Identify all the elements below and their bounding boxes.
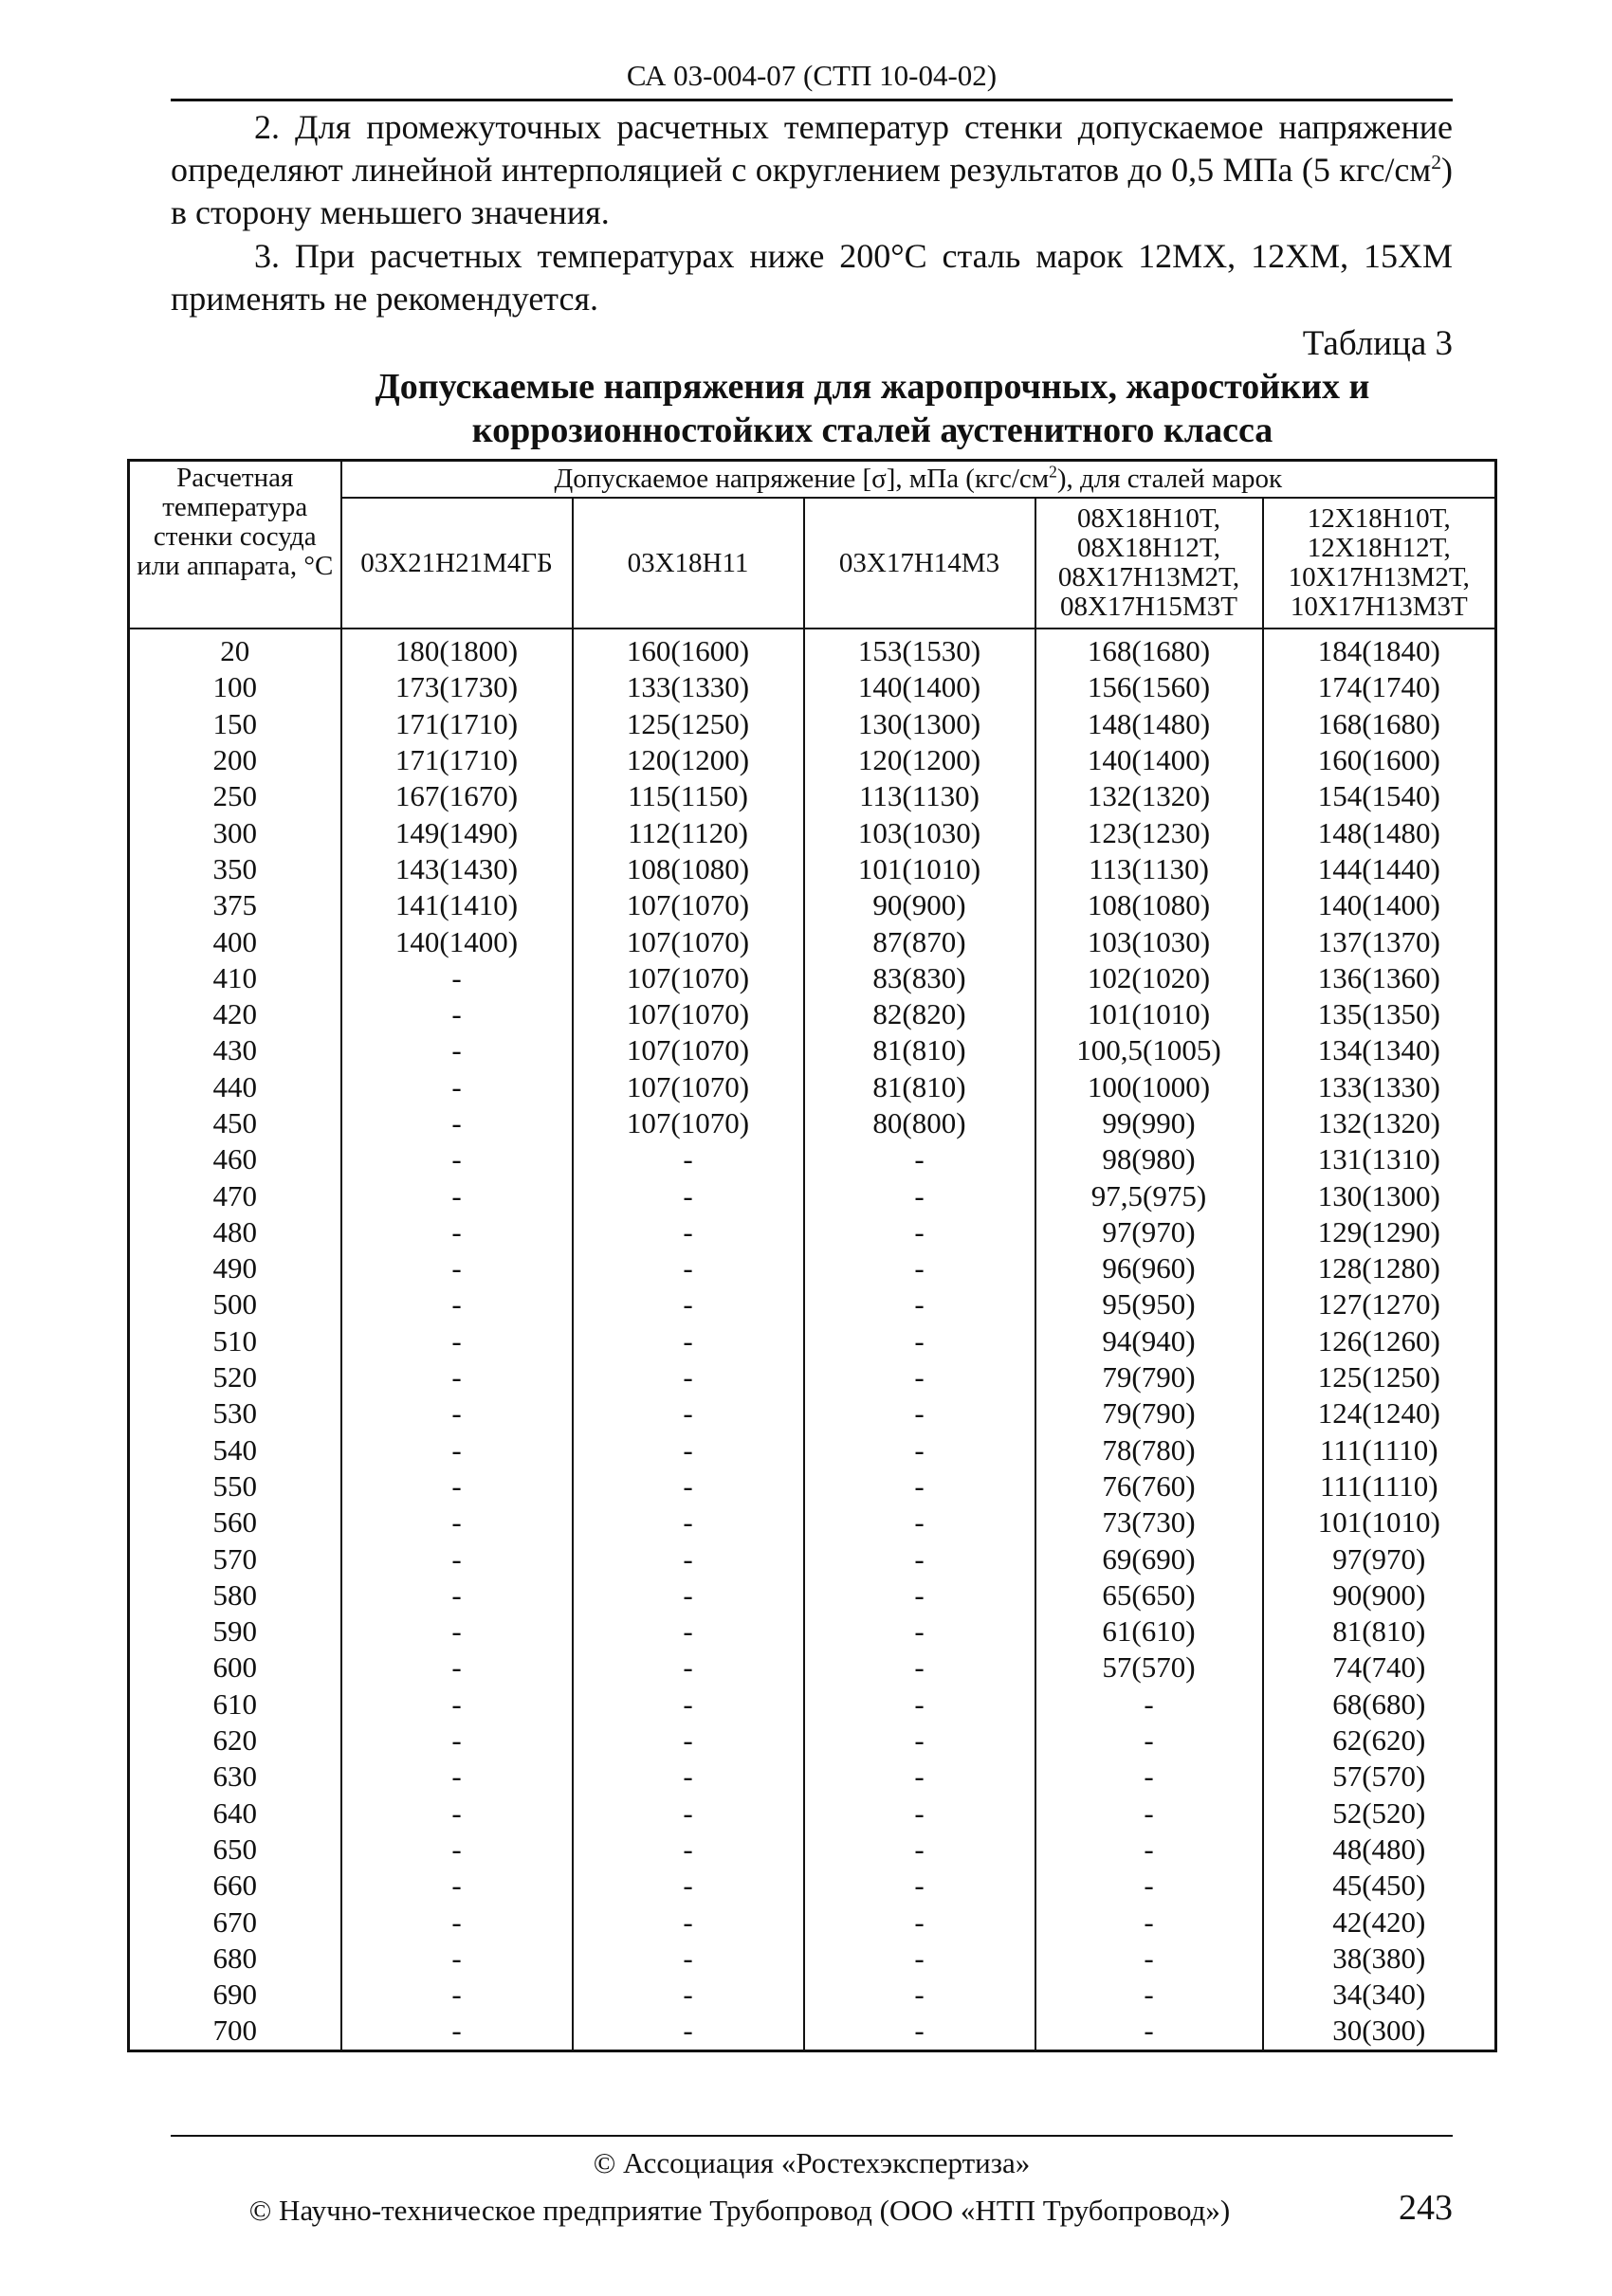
stress-value-cell: - [573,1432,804,1468]
grade-header: 03Х18Н11 [573,498,804,629]
stress-value-cell: - [804,1540,1035,1576]
stress-value-cell: 103(1030) [804,814,1035,850]
stress-value-cell: - [804,1795,1035,1831]
stress-value-cell: - [573,1323,804,1359]
stress-value-cell: 135(1350) [1263,996,1496,1032]
stress-value-cell: 107(1070) [573,1069,804,1105]
stress-value-cell: - [573,1540,804,1576]
stress-value-cell: 57(570) [1035,1649,1263,1686]
stress-value-cell: - [341,1105,573,1141]
stress-value-cell: 174(1740) [1263,669,1496,705]
table-row [129,706,1496,742]
stress-value-cell: 107(1070) [573,1105,804,1141]
temperature-cell: 20 [129,629,341,669]
stress-value-cell: - [804,1504,1035,1540]
table-row [129,1286,1496,1322]
stress-value-cell: 48(480) [1263,1831,1496,1868]
stress-value-cell: - [341,1323,573,1359]
stress-value-cell: 153(1530) [804,629,1035,669]
stress-value-cell: - [804,1250,1035,1286]
table-row [129,742,1496,778]
stress-value-cell: 113(1130) [804,778,1035,814]
table-row [129,1432,1496,1468]
stress-value-cell: 90(900) [804,887,1035,923]
stress-value-cell: 61(610) [1035,1613,1263,1649]
stress-value-cell: 100,5(1005) [1035,1032,1263,1068]
stress-value-cell: 95(950) [1035,1286,1263,1322]
stress-value-cell: 148(1480) [1263,814,1496,850]
stress-value-cell: - [341,1868,573,1904]
stress-value-cell: - [341,1286,573,1322]
stress-value-cell: 90(900) [1263,1577,1496,1613]
stress-value-cell: 168(1680) [1035,629,1263,669]
stress-value-cell: 103(1030) [1035,923,1263,959]
stress-value-cell: - [1035,1758,1263,1795]
stress-value-cell: - [804,1432,1035,1468]
temperature-cell: 530 [129,1395,341,1431]
stress-value-cell: 96(960) [1035,1250,1263,1286]
stress-value-cell: 38(380) [1263,1941,1496,1977]
table-row [129,1758,1496,1795]
stress-value-cell: 81(810) [804,1069,1035,1105]
stress-value-cell: - [804,1977,1035,2013]
stress-value-cell: - [573,1613,804,1649]
stress-value-cell: - [573,1977,804,2013]
temperature-cell: 450 [129,1105,341,1141]
stress-value-cell: - [573,1177,804,1213]
stress-value-cell: 144(1440) [1263,851,1496,887]
stress-value-cell: - [1035,1977,1263,2013]
stress-value-cell: 123(1230) [1035,814,1263,850]
stress-value-cell: 156(1560) [1035,669,1263,705]
stress-value-cell: - [341,1141,573,1177]
stress-value-cell: - [804,1649,1035,1686]
stress-value-cell: - [341,1649,573,1686]
stress-value-cell: - [804,1904,1035,1940]
stress-value-cell: 98(980) [1035,1141,1263,1177]
stress-value-cell: - [341,1540,573,1576]
table-row [129,1795,1496,1831]
stress-value-cell: - [804,1214,1035,1250]
table-row [129,1540,1496,1576]
temperature-cell: 400 [129,923,341,959]
stress-value-cell: - [1035,2013,1263,2050]
table-row [129,996,1496,1032]
temperature-cell: 700 [129,2013,341,2050]
temperature-cell: 350 [129,851,341,887]
table-row [129,778,1496,814]
stress-value-cell: 79(790) [1035,1395,1263,1431]
stress-value-cell: - [341,1504,573,1540]
stress-value-cell: 140(1400) [341,923,573,959]
table-row [129,2013,1496,2050]
table-row [129,1069,1496,1105]
table-row [129,1613,1496,1649]
footer-divider [171,2135,1453,2137]
stress-value-cell: - [341,1758,573,1795]
stress-value-cell: 113(1130) [1035,851,1263,887]
footer-copyright-company: © Научно-техническое предприятие Трубопровод (ООО «НТП Трубопровод») [248,2194,1231,2227]
stress-value-cell: 184(1840) [1263,629,1496,669]
temperature-cell: 660 [129,1868,341,1904]
table-row [129,1868,1496,1904]
stress-value-cell: - [573,1214,804,1250]
table-label: Таблица 3 [1302,324,1453,363]
stress-value-cell: 154(1540) [1263,778,1496,814]
stress-value-cell: 126(1260) [1263,1323,1496,1359]
table-row [129,1941,1496,1977]
table-row [129,1323,1496,1359]
temperature-cell: 610 [129,1686,341,1722]
table-row [129,1831,1496,1868]
stress-value-cell: - [573,1649,804,1686]
stress-value-cell: 81(810) [804,1032,1035,1068]
stress-value-cell: 112(1120) [573,814,804,850]
temperature-cell: 550 [129,1468,341,1504]
temperature-cell: 570 [129,1540,341,1576]
stress-value-cell: 127(1270) [1263,1286,1496,1322]
stress-value-cell: - [341,1904,573,1940]
table-row [129,1904,1496,1940]
stress-value-cell: 101(1010) [804,851,1035,887]
stress-value-cell: 168(1680) [1263,706,1496,742]
stress-value-cell: - [341,1250,573,1286]
table-row [129,1649,1496,1686]
stress-value-cell: - [1035,1904,1263,1940]
stress-value-cell: 130(1300) [1263,1177,1496,1213]
temperature-cell: 690 [129,1977,341,2013]
temperature-cell: 375 [129,887,341,923]
stress-value-cell: 101(1010) [1263,1504,1496,1540]
stress-value-cell: 136(1360) [1263,960,1496,996]
stress-value-cell: 125(1250) [573,706,804,742]
stress-value-cell: - [341,1214,573,1250]
stress-value-cell: - [341,1177,573,1213]
stress-value-cell: - [341,1977,573,2013]
page-number: 243 [1399,2188,1453,2228]
stress-value-cell: 30(300) [1263,2013,1496,2050]
stress-value-cell: 171(1710) [341,706,573,742]
stress-value-cell: 140(1400) [804,669,1035,705]
temperature-cell: 670 [129,1904,341,1940]
table-row [129,1686,1496,1722]
stress-value-cell: 120(1200) [804,742,1035,778]
stress-value-cell: - [1035,1941,1263,1977]
stress-value-cell: - [804,1323,1035,1359]
stress-value-cell: 120(1200) [573,742,804,778]
stress-value-cell: - [341,1941,573,1977]
temperature-cell: 680 [129,1941,341,1977]
stress-value-cell: - [341,960,573,996]
grade-header: 03Х21Н21М4ГБ [341,498,573,629]
stress-value-cell: - [341,1032,573,1068]
stress-value-cell: 128(1280) [1263,1250,1496,1286]
stress-value-cell: 107(1070) [573,996,804,1032]
stress-header-text: Допускаемое напряжение [σ], мПа (кгс/см [554,464,1050,494]
stress-value-cell: 115(1150) [573,778,804,814]
table-row [129,1504,1496,1540]
stress-value-cell: 131(1310) [1263,1141,1496,1177]
stress-value-cell: 74(740) [1263,1649,1496,1686]
stress-value-cell: - [573,1468,804,1504]
stress-value-cell: - [341,1686,573,1722]
stress-value-cell: 125(1250) [1263,1359,1496,1395]
stress-value-cell: 148(1480) [1035,706,1263,742]
stress-value-cell: - [573,1831,804,1868]
temperature-cell: 600 [129,1649,341,1686]
stress-value-cell: - [573,1941,804,1977]
table-row [129,1722,1496,1758]
stress-value-cell: - [804,1868,1035,1904]
stress-value-cell: - [573,1904,804,1940]
stress-value-cell: 73(730) [1035,1504,1263,1540]
stress-value-cell: 102(1020) [1035,960,1263,996]
note-3: 3. При расчетных температурах ниже 200°С сталь марок 12МХ, 12ХМ, 15ХМ применять не рекомендуется. [171,237,1453,318]
stress-value-cell: 34(340) [1263,1977,1496,2013]
stress-value-cell: - [1035,1686,1263,1722]
stress-value-cell: 80(800) [804,1105,1035,1141]
stress-value-cell: - [341,1468,573,1504]
temperature-cell: 580 [129,1577,341,1613]
stress-value-cell: - [1035,1868,1263,1904]
stress-value-cell: - [573,1758,804,1795]
stress-value-cell: 101(1010) [1035,996,1263,1032]
table-row [129,1105,1496,1141]
stress-value-cell: - [341,1577,573,1613]
stress-value-cell: 97,5(975) [1035,1177,1263,1213]
stress-value-cell: 42(420) [1263,1904,1496,1940]
stress-value-cell: - [341,1795,573,1831]
stress-value-cell: - [804,2013,1035,2050]
stress-value-cell: - [804,1286,1035,1322]
temperature-cell: 490 [129,1250,341,1286]
stress-value-cell: 132(1320) [1263,1105,1496,1141]
stress-value-cell: - [573,1359,804,1395]
stress-value-cell: 97(970) [1035,1214,1263,1250]
stress-value-cell: 76(760) [1035,1468,1263,1504]
note-2-text: 2. Для промежуточных расчетных температур стенки допускаемое напряжение определяют линейной интерполяцией с округлением результатов до 0,5 МПа (5 кгс/см [171,108,1453,189]
stress-value-cell: 149(1490) [341,814,573,850]
temperature-cell: 650 [129,1831,341,1868]
stress-value-cell: 140(1400) [1035,742,1263,778]
stress-value-cell: - [804,1613,1035,1649]
stress-value-cell: - [1035,1795,1263,1831]
stress-value-cell: - [341,996,573,1032]
stress-value-cell: - [573,1577,804,1613]
stress-value-cell: - [573,1686,804,1722]
stress-table [127,459,1497,2052]
stress-value-cell: 143(1430) [341,851,573,887]
stress-value-cell: 180(1800) [341,629,573,669]
stress-value-cell: 78(780) [1035,1432,1263,1468]
temperature-cell: 470 [129,1177,341,1213]
stress-value-cell: - [341,1359,573,1395]
temperature-cell: 410 [129,960,341,996]
stress-value-cell: - [804,1722,1035,1758]
stress-value-cell: 134(1340) [1263,1032,1496,1068]
table-row [129,923,1496,959]
stress-value-cell: 107(1070) [573,960,804,996]
stress-value-cell: - [804,1468,1035,1504]
stress-value-cell: - [573,1250,804,1286]
temperature-cell: 560 [129,1504,341,1540]
table-row [129,851,1496,887]
stress-value-cell: 82(820) [804,996,1035,1032]
stress-value-cell: 111(1110) [1263,1432,1496,1468]
stress-value-cell: 124(1240) [1263,1395,1496,1431]
document-code-header: СА 03-004-07 (СТП 10-04-02) [171,57,1453,101]
table-title: Допускаемые напряжения для жаропрочных, жаростойких и коррозионностойких сталей аустенитного класса [375,367,1370,450]
table-row [129,1214,1496,1250]
table-row [129,1141,1496,1177]
stress-value-cell: - [804,1831,1035,1868]
stress-value-cell: - [804,1141,1035,1177]
stress-value-cell: 133(1330) [1263,1069,1496,1105]
stress-value-cell: 79(790) [1035,1359,1263,1395]
stress-value-cell: 111(1110) [1263,1468,1496,1504]
temperature-cell: 430 [129,1032,341,1068]
stress-value-cell: 57(570) [1263,1758,1496,1795]
temperature-cell: 480 [129,1214,341,1250]
grade-header: 08Х18Н10Т, 08Х18Н12Т, 08Х17Н13М2Т, 08Х17Н15М3Т [1035,498,1263,629]
note-2-superscript: 2 [1431,151,1441,173]
stress-value-cell: - [804,1758,1035,1795]
temperature-cell: 200 [129,742,341,778]
stress-value-cell: - [804,1359,1035,1395]
table-row [129,629,1496,669]
grade-header: 12Х18Н10Т, 12Х18Н12Т, 10Х17Н13М2Т, 10Х17Н13М3Т [1263,498,1496,629]
grade-header: 03Х17Н14М3 [804,498,1035,629]
stress-value-cell: - [341,1432,573,1468]
stress-value-cell: 141(1410) [341,887,573,923]
temperature-cell: 630 [129,1758,341,1795]
stress-value-cell: - [804,1577,1035,1613]
stress-value-cell: - [573,2013,804,2050]
stress-value-cell: - [573,1395,804,1431]
stress-value-cell: 45(450) [1263,1868,1496,1904]
note-2 [171,106,1453,234]
table-row [129,960,1496,996]
temperature-cell: 420 [129,996,341,1032]
stress-value-cell: - [573,1504,804,1540]
stress-value-cell: 97(970) [1263,1540,1496,1576]
stress-value-cell: - [1035,1831,1263,1868]
stress-value-cell: - [341,2013,573,2050]
stress-value-cell: 107(1070) [573,923,804,959]
temperature-cell: 150 [129,706,341,742]
stress-value-cell: - [804,1395,1035,1431]
temperature-cell: 540 [129,1432,341,1468]
table-row [129,1032,1496,1068]
stress-value-cell: - [573,1868,804,1904]
stress-value-cell: - [341,1395,573,1431]
stress-value-cell: - [1035,1722,1263,1758]
stress-value-cell: 129(1290) [1263,1214,1496,1250]
stress-value-cell: 173(1730) [341,669,573,705]
stress-value-cell: 83(830) [804,960,1035,996]
stress-value-cell: 65(650) [1035,1577,1263,1613]
stress-header-superscript: 2 [1049,462,1057,482]
stress-value-cell: - [804,1177,1035,1213]
temperature-cell: 100 [129,669,341,705]
table-row [129,1359,1496,1395]
stress-value-cell: 107(1070) [573,887,804,923]
stress-value-cell: - [573,1722,804,1758]
stress-value-cell: - [573,1795,804,1831]
stress-value-cell: 108(1080) [1035,887,1263,923]
temperature-cell: 300 [129,814,341,850]
stress-value-cell: 107(1070) [573,1032,804,1068]
table-row [129,1250,1496,1286]
stress-value-cell: - [341,1069,573,1105]
temperature-cell: 250 [129,778,341,814]
stress-value-cell: - [804,1941,1035,1977]
stress-value-cell: 133(1330) [573,669,804,705]
stress-value-cell: 108(1080) [573,851,804,887]
stress-value-cell: - [573,1286,804,1322]
temperature-column-header: Расчетная температура стенки сосуда или аппарата, °С [129,461,341,629]
stress-value-cell: 52(520) [1263,1795,1496,1831]
temperature-cell: 460 [129,1141,341,1177]
stress-column-header [341,461,1496,499]
stress-value-cell: - [341,1831,573,1868]
stress-value-cell: 100(1000) [1035,1069,1263,1105]
stress-value-cell: - [341,1613,573,1649]
temperature-cell: 520 [129,1359,341,1395]
table-row [129,669,1496,705]
stress-value-cell: 99(990) [1035,1105,1263,1141]
temperature-cell: 640 [129,1795,341,1831]
stress-table-body [129,629,1496,2050]
table-row [129,1395,1496,1431]
table-row [129,1468,1496,1504]
stress-value-cell: 69(690) [1035,1540,1263,1576]
stress-value-cell: 140(1400) [1263,887,1496,923]
stress-value-cell: 87(870) [804,923,1035,959]
stress-value-cell: 160(1600) [1263,742,1496,778]
table-row [129,887,1496,923]
temperature-cell: 510 [129,1323,341,1359]
stress-value-cell: 62(620) [1263,1722,1496,1758]
stress-value-cell: 68(680) [1263,1686,1496,1722]
stress-value-cell: - [341,1722,573,1758]
stress-value-cell: - [804,1686,1035,1722]
note-2-text-end: ) в сторону меньшего значения. [171,151,1453,231]
stress-value-cell: 160(1600) [573,629,804,669]
table-row [129,1177,1496,1213]
temperature-cell: 590 [129,1613,341,1649]
stress-value-cell: 81(810) [1263,1613,1496,1649]
stress-value-cell: 130(1300) [804,706,1035,742]
stress-value-cell: 167(1670) [341,778,573,814]
stress-header-text-end: ), для сталей марок [1056,464,1283,494]
table-row [129,814,1496,850]
footer-copyright-association: © Ассоциация «Ростехэкспертиза» [593,2146,1031,2179]
temperature-cell: 440 [129,1069,341,1105]
stress-value-cell: 132(1320) [1035,778,1263,814]
table-row [129,1977,1496,2013]
stress-value-cell: 94(940) [1035,1323,1263,1359]
table-row [129,1577,1496,1613]
stress-value-cell: 137(1370) [1263,923,1496,959]
stress-value-cell: - [573,1141,804,1177]
stress-value-cell: 171(1710) [341,742,573,778]
temperature-cell: 620 [129,1722,341,1758]
temperature-cell: 500 [129,1286,341,1322]
